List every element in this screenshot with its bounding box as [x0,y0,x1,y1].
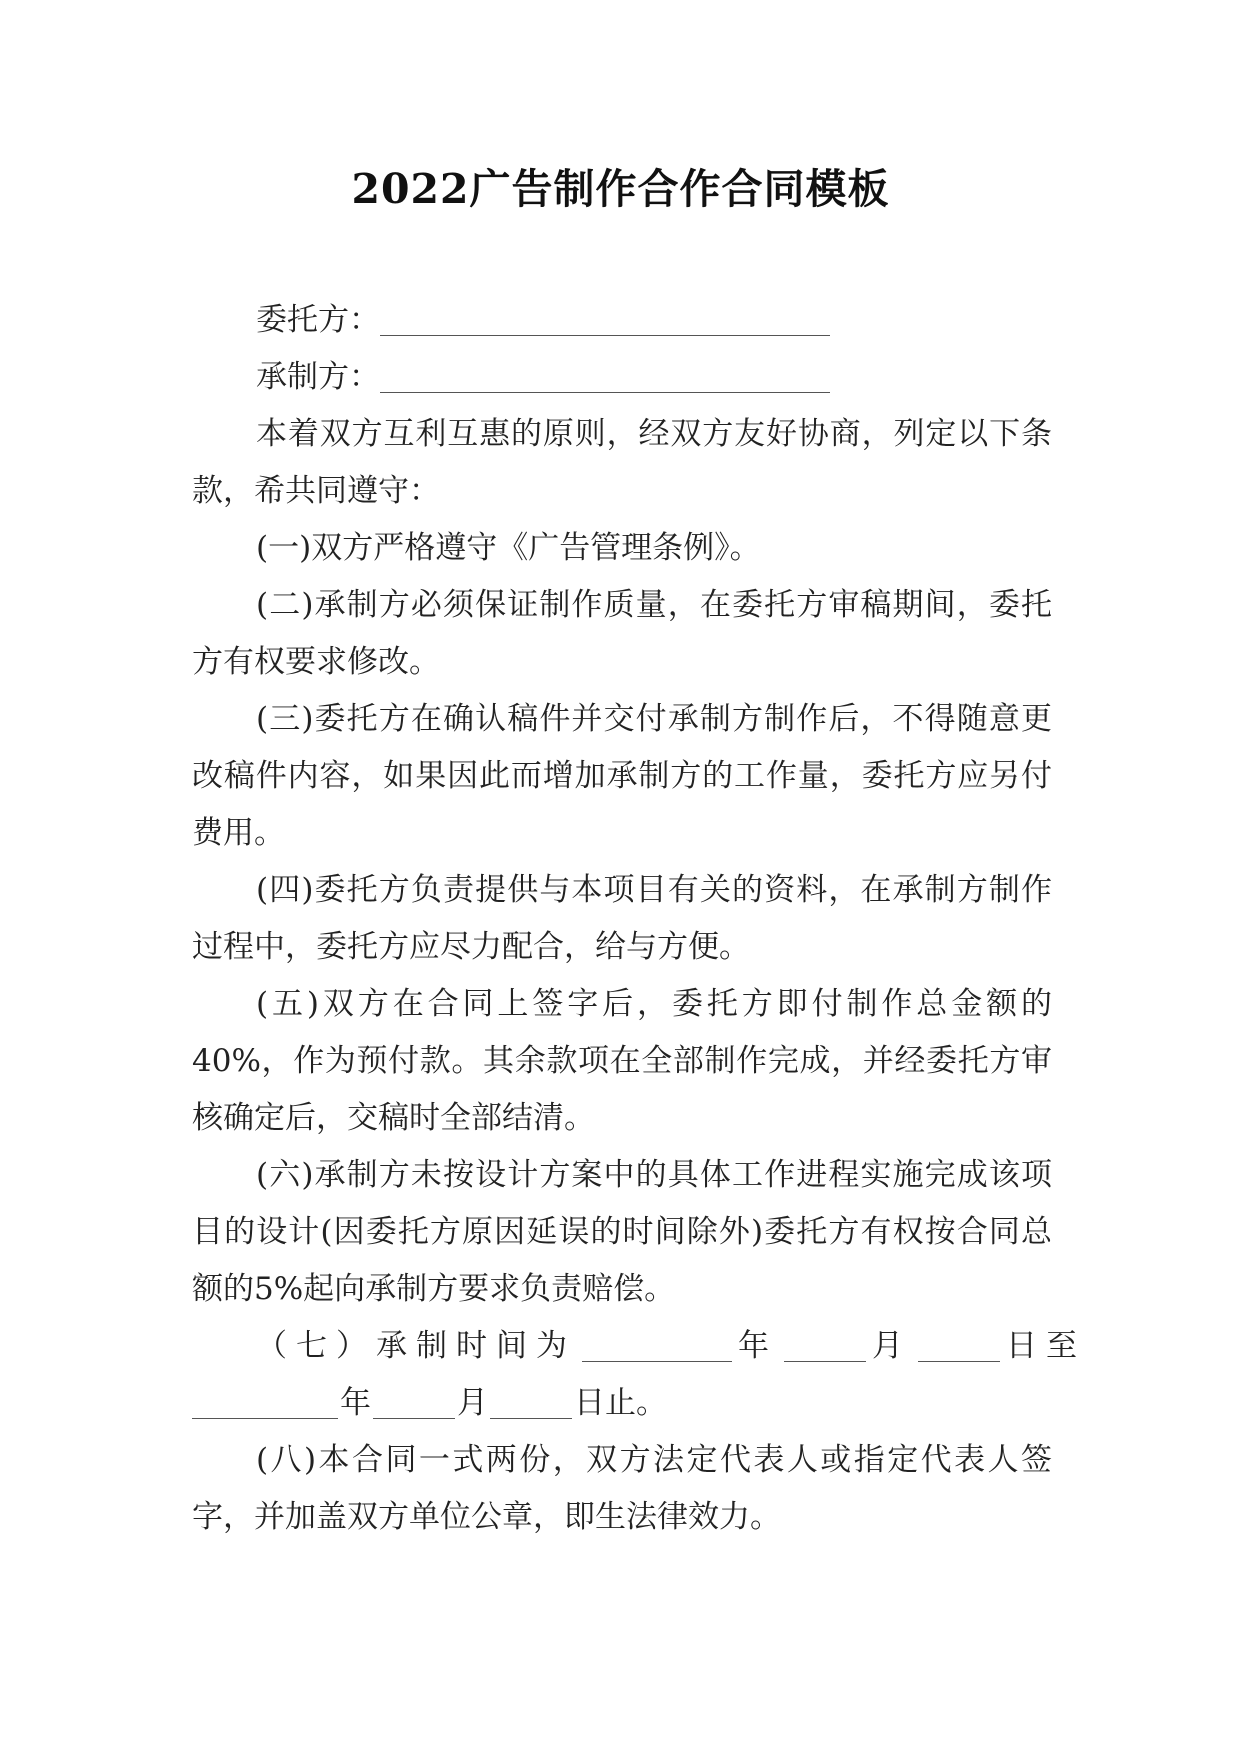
clause-7-prefix: （七）承制时间为 [256,1328,576,1364]
client-label: 委托方： [256,302,380,338]
clause-7-line-2 [192,1375,1052,1432]
document-title: 2022广告制作合作合同模板 [351,165,890,213]
end-day-blank [490,1384,572,1419]
clause-3: (三)委托方在确认稿件并交付承制方制作后，不得随意更改稿件内容，如果因此而增加承制方的工作量，委托方应另付费用。 [192,701,1052,851]
end-month-unit: 月 [457,1385,488,1421]
producer-field [192,349,1052,406]
end-year-blank [192,1384,338,1419]
start-month-blank [784,1327,866,1362]
contract-body [192,292,1086,1546]
end-month-blank [373,1384,455,1419]
clause-8: (八)本合同一式两份，双方法定代表人或指定代表人签字，并加盖双方单位公章，即生法律效力。 [192,1442,1052,1535]
clause-6: (六)承制方未按设计方案中的具体工作进程实施完成该项目的设计(因委托方原因延误的时间除外)委托方有权按合同总额的5%起向承制方要求负责赔偿。 [192,1157,1052,1307]
start-day-unit: 日至 [1006,1328,1086,1364]
producer-label: 承制方： [256,359,380,395]
start-day-blank [918,1327,1000,1362]
end-day-unit: 日止。 [574,1385,667,1421]
clause-7-line-1 [192,1318,1086,1375]
producer-blank [380,358,830,393]
start-year-unit: 年 [738,1328,778,1364]
start-year-blank [582,1327,732,1362]
client-field [192,292,1052,349]
clause-5: (五)双方在合同上签字后，委托方即付制作总金额的40%，作为预付款。其余款项在全部制作完成，并经委托方审核确定后，交稿时全部结清。 [192,986,1052,1136]
clause-4: (四)委托方负责提供与本项目有关的资料，在承制方制作过程中，委托方应尽力配合，给与方便。 [192,872,1052,965]
clause-2: (二)承制方必须保证制作质量，在委托方审稿期间，委托方有权要求修改。 [192,587,1052,680]
start-month-unit: 月 [872,1328,912,1364]
client-blank [380,301,830,336]
clause-1: (一)双方严格遵守《广告管理条例》。 [256,530,761,566]
intro-paragraph: 本着双方互利互惠的原则，经双方友好协商，列定以下条款，希共同遵守： [192,416,1052,509]
end-year-unit: 年 [340,1385,371,1421]
